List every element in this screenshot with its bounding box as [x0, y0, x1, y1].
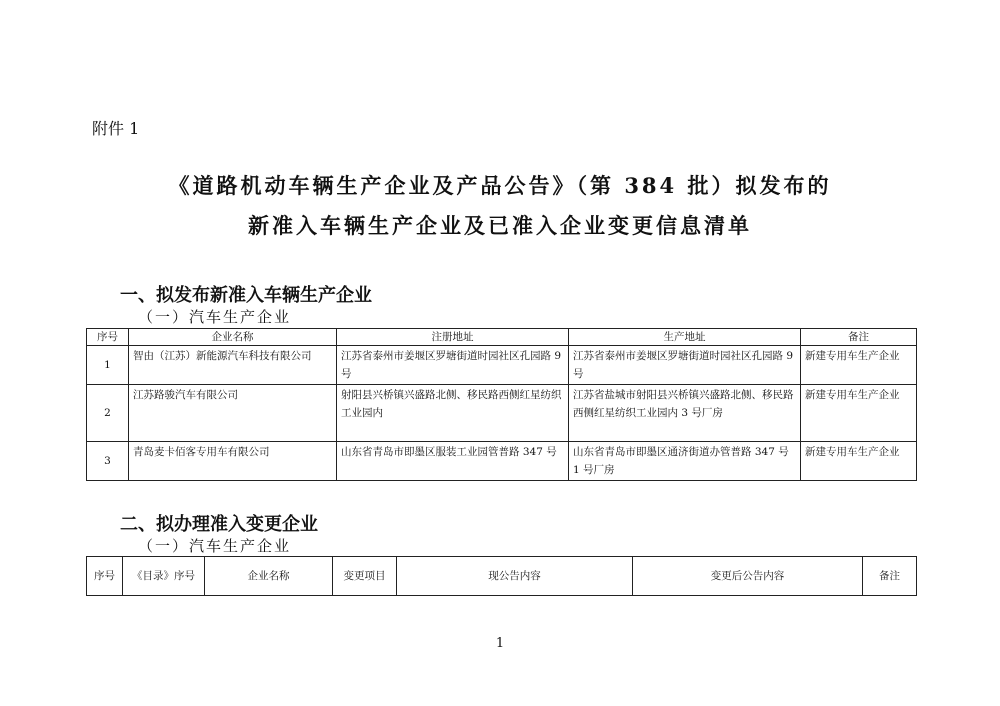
document-title-line2: 新准入车辆生产企业及已准入企业变更信息清单: [248, 213, 752, 238]
row-prod-addr: 山东省青岛市即墨区通济街道办管普路 347 号 1 号厂房: [569, 442, 801, 481]
header-no: 序号: [87, 557, 123, 596]
table-row: [87, 346, 917, 385]
row-reg-addr: 江苏省泰州市姜堰区罗塘街道时园社区孔园路 9 号: [337, 346, 569, 385]
header-reg-addr: 注册地址: [337, 329, 569, 346]
row-reg-addr: 山东省青岛市即墨区服装工业园管普路 347 号: [337, 442, 569, 481]
document-title-line1: 《道路机动车辆生产企业及产品公告》（第 384 批）拟发布的: [168, 173, 832, 198]
header-prod-addr: 生产地址: [569, 329, 801, 346]
header-note: 备注: [863, 557, 917, 596]
row-name: 江苏路骏汽车有限公司: [129, 385, 337, 442]
header-new-content: 变更后公告内容: [633, 557, 863, 596]
section2-subheading: （一）汽车生产企业: [138, 537, 292, 555]
header-note: 备注: [801, 329, 917, 346]
row-prod-addr: 江苏省泰州市姜堰区罗塘街道时园社区孔园路 9 号: [569, 346, 801, 385]
row-name: 智由（江苏）新能源汽车科技有限公司: [129, 346, 337, 385]
row-note: 新建专用车生产企业: [801, 385, 917, 442]
header-catalog-no: 《目录》序号: [123, 557, 205, 596]
section1-heading: 一、拟发布新准入车辆生产企业: [120, 285, 372, 306]
table-row: [87, 385, 917, 442]
header-no: 序号: [87, 329, 129, 346]
row-no: 3: [87, 442, 129, 481]
header-change-item: 变更项目: [333, 557, 397, 596]
row-name: 青岛麦卡佰客专用车有限公司: [129, 442, 337, 481]
section2-heading: 二、拟办理准入变更企业: [120, 514, 318, 535]
new-enterprises-table: [86, 328, 917, 481]
row-no: 1: [87, 346, 129, 385]
change-enterprises-table: [86, 556, 917, 596]
row-no: 2: [87, 385, 129, 442]
header-name: 企业名称: [205, 557, 333, 596]
row-prod-addr: 江苏省盐城市射阳县兴桥镇兴盛路北侧、移民路西侧红星纺织工业园内 3 号厂房: [569, 385, 801, 442]
table-header-row: [87, 557, 917, 596]
table-header-row: [87, 329, 917, 346]
page-number: 1: [495, 636, 505, 651]
table-row: [87, 442, 917, 481]
row-note: 新建专用车生产企业: [801, 346, 917, 385]
attachment-label: 附件 1: [92, 119, 140, 138]
header-name: 企业名称: [129, 329, 337, 346]
row-note: 新建专用车生产企业: [801, 442, 917, 481]
row-reg-addr: 射阳县兴桥镇兴盛路北侧、移民路西侧红星纺织工业园内: [337, 385, 569, 442]
header-current-content: 现公告内容: [397, 557, 633, 596]
section1-subheading: （一）汽车生产企业: [138, 308, 292, 326]
